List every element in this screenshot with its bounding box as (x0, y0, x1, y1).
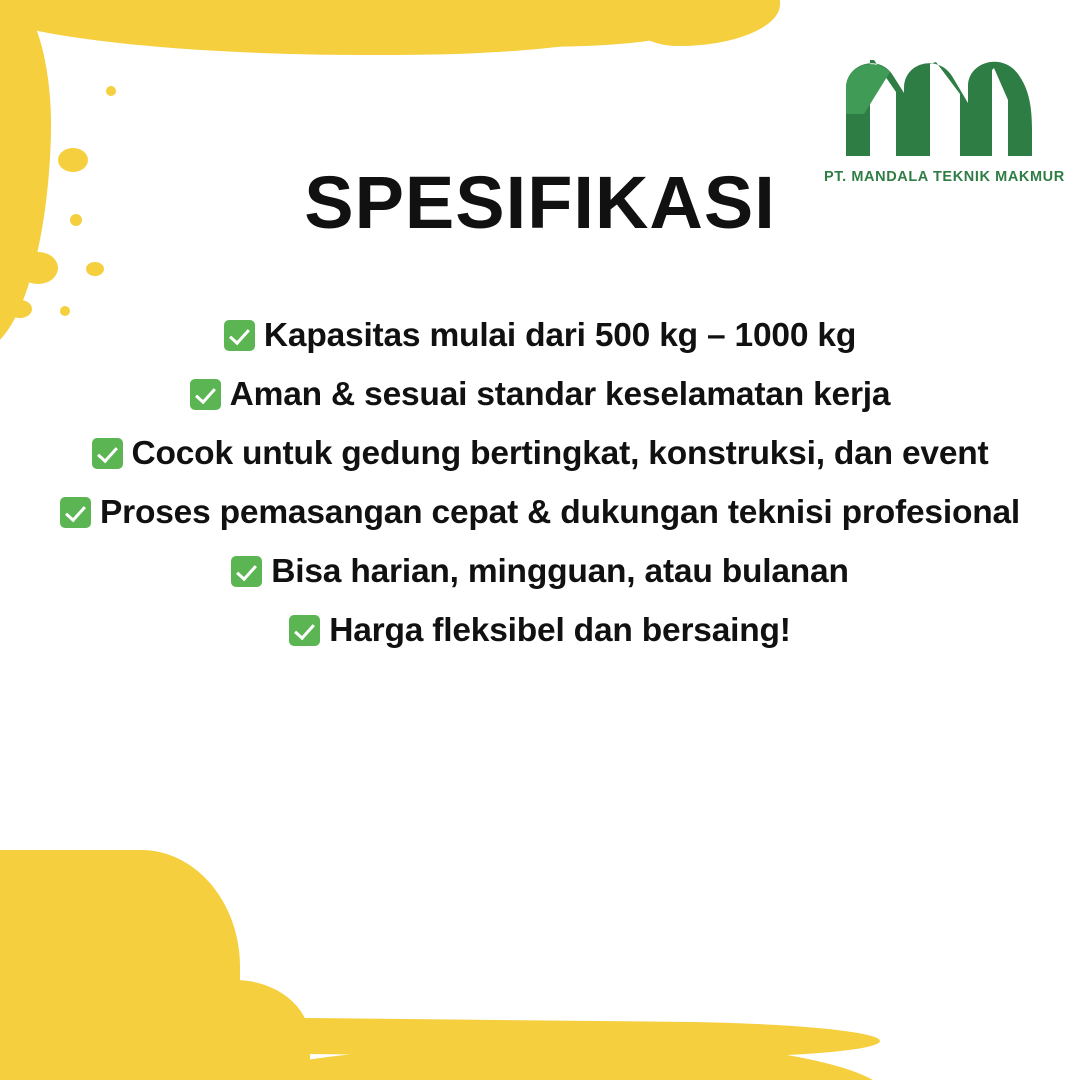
logo-company-name: PT. MANDALA TEKNIK MAKMUR (824, 169, 1065, 185)
list-item-label: Bisa harian, mingguan, atau bulanan (271, 552, 849, 590)
list-item (60, 430, 1020, 479)
paint-splatter-dot (150, 970, 166, 984)
list-item (60, 371, 1020, 420)
list-item-label: Proses pemasangan cepat & dukungan teknisi profesional (100, 493, 1021, 531)
yellow-block-bottom-left-secondary-decoration (60, 980, 310, 1080)
page-title: SPESIFIKASI (304, 161, 776, 244)
mandala-m-mark-icon (834, 48, 1044, 163)
check-icon (190, 379, 221, 410)
list-item (60, 548, 1020, 597)
check-icon (289, 615, 320, 646)
paint-splatter-dot (196, 950, 206, 960)
paint-splatter-dot (86, 262, 104, 276)
list-item-label: Cocok untuk gedung bertingkat, konstruksi, dan event (131, 434, 989, 472)
yellow-brush-top-secondary-decoration (120, 12, 680, 51)
paint-splatter-dot (18, 252, 58, 284)
paint-splatter-dot (106, 86, 116, 96)
check-icon (231, 556, 262, 587)
specification-list (60, 312, 1020, 665)
paint-splatter-dot (74, 882, 88, 894)
paint-splatter-dot (18, 86, 40, 112)
list-item (60, 312, 1020, 361)
yellow-block-bottom-left-decoration (0, 850, 240, 1080)
paint-splatter-dot (120, 918, 132, 930)
list-item (60, 489, 1020, 538)
paint-splatter-dot (44, 896, 78, 922)
yellow-brush-top-decoration (0, 0, 761, 64)
paint-splatter-dot (24, 858, 50, 880)
check-icon (224, 320, 255, 351)
list-item-label: Aman & sesuai standar keselamatan kerja (229, 375, 891, 413)
paint-splatter-dot (8, 300, 32, 318)
paint-splatter-dot (6, 924, 24, 940)
yellow-brush-bottom-decoration (120, 1016, 880, 1060)
list-item-label: Kapasitas mulai dari 500 kg – 1000 kg (263, 317, 857, 354)
check-icon (60, 497, 91, 528)
yellow-brush-bottom-secondary-decoration (190, 1042, 890, 1080)
yellow-brush-top-tail-decoration (620, 0, 780, 46)
list-item-label: Harga fleksibel dan bersaing! (329, 611, 791, 649)
check-icon (92, 438, 123, 469)
list-item (60, 607, 1020, 656)
